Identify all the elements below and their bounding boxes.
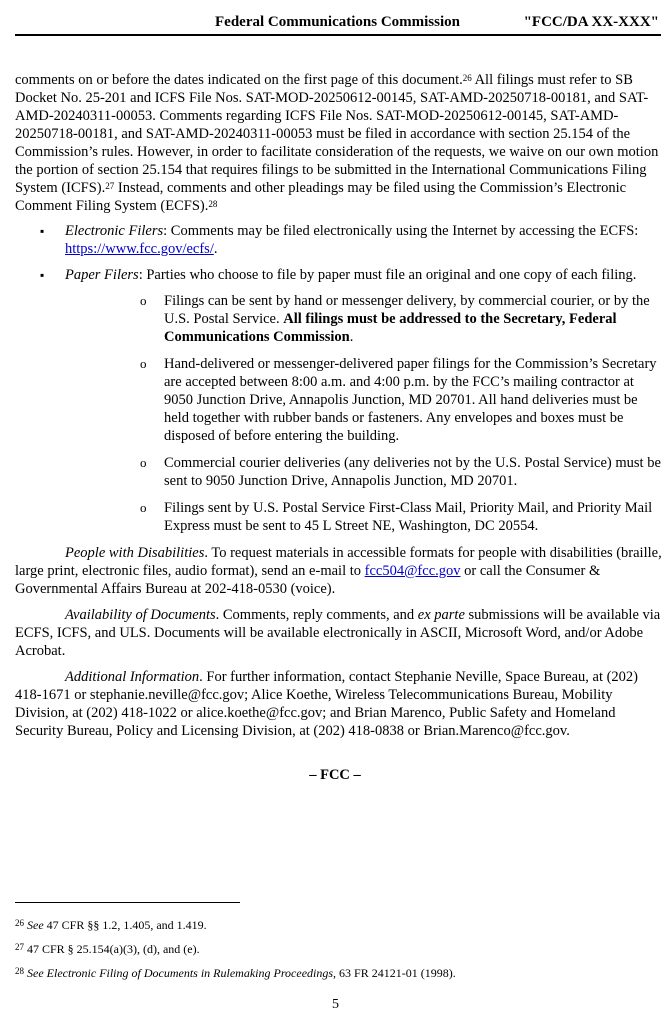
availability-paragraph: Availability of Documents. Comments, reply comments, and ex parte submissions will be available via ECFS, ICFS, and ULS. Documents will be available electronically in ASCII, Microsoft Word, and/or Adobe Acrobat. bbox=[15, 607, 661, 659]
footnote-27: $^{27}$ 47 CFR § 25.154(a)(3), (d), and (e). bbox=[15, 942, 200, 956]
ecfs-link[interactable]: https://www.fcc.gov/ecfs/ bbox=[65, 241, 214, 257]
list-item-paper-filers: ▪ Paper Filers: Parties who choose to file by paper must file an original and one copy of each filing. o Filings can be sent by hand or messenger delivery, by commercial courier, or by the U.S. Postal Service. All filings must be addressed to the Secretary, Federal Communications Commission. o Hand-delivered or messenger-delivered paper filings for the Commission’s Secretary are accepted between 8:00 a.m. and 4:00 p.m. by the FCC’s mailing contractor at 9050 Junction Drive, Annapolis Junction, MD 20701. All hand deliveries must be held together with rubber bands or fasteners. Any envelopes and boxes must be disposed of before entering the building. o Commercial courier deliveries (any deliveries not by the U.S. Postal Service) must be sent to 9050 Junction Drive, Annapolis Junction, MD 20701. o Filings sent by U.S. Postal Service First-Class Mail, Priority Mail, and Priority Mail Express must be sent to 45 L Street NE, Washington, DC 20554. bbox=[15, 266, 665, 535]
page-number: 5 bbox=[332, 997, 339, 1012]
filing-methods-list bbox=[15, 222, 665, 535]
circle-bullet-icon: o bbox=[140, 356, 147, 371]
circle-bullet-icon: o bbox=[140, 293, 147, 308]
footnote-ref-27[interactable]: 27 bbox=[105, 181, 115, 191]
footnote-ref-26[interactable]: 26 bbox=[462, 73, 472, 83]
closing-fcc: – FCC – bbox=[309, 767, 361, 783]
header-doc-number: "FCC/DA XX-XXX" bbox=[523, 14, 659, 30]
sublist-item-postal: o Filings sent by U.S. Postal Service First-Class Mail, Priority Mail, and Priority Mail Express must be sent to 45 L Street NE, Washington, DC 20554. bbox=[140, 500, 653, 534]
circle-bullet-icon: o bbox=[140, 500, 147, 515]
header-agency: Federal Communications Commission bbox=[215, 14, 460, 30]
fcc504-email-link[interactable]: fcc504@fcc.gov bbox=[364, 563, 461, 579]
page-header bbox=[15, 14, 661, 36]
circle-bullet-icon: o bbox=[140, 455, 147, 470]
bullet-icon: ▪ bbox=[40, 224, 45, 238]
sublist-item-hand-delivered: o Hand-delivered or messenger-delivered paper filings for the Commission’s Secretary are accepted between 8:00 a.m. and 4:00 p.m. by the FCC’s mailing contractor at 9050 Junction Drive, Annapolis Junction, MD 20701. All hand deliveries must be held together with rubber bands or fasteners. Any envelopes and boxes must be disposed of before entering the building. bbox=[140, 356, 657, 444]
document-body bbox=[15, 71, 665, 784]
footnote-separator bbox=[15, 902, 240, 903]
disabilities-paragraph: People with Disabilities. To request materials in accessible formats for people with disabilities (braille, large print, electronic files, audio format), send an e-mail to fcc504@fcc.gov or call the Consumer & Governmental Affairs Bureau at 202-418-0530 (voice). bbox=[15, 545, 662, 597]
sublist-item-delivery: o Filings can be sent by hand or messenger delivery, by commercial courier, or by the U.S. Postal Service. All filings must be addressed to the Secretary, Federal Communications Commission. bbox=[140, 293, 650, 345]
footnote-ref-28[interactable]: 28 bbox=[208, 199, 218, 209]
intro-paragraph: comments on or before the dates indicated on the first page of this document.$^{26}$ All filings must refer to SB Docket No. 25-201 and ICFS File Nos. SAT-MOD-20250612-00145, SAT-AMD-20250718-00181, and SAT-AMD-20240311-00053. Comments regarding ICFS File Nos. SAT-MOD-20250612-00145, SAT-AMD-20250718-00181, and SAT-AMD-20240311-00053 must be filed in accordance with section 25.154 of the Commission’s rules. However, in order to facilitate consideration of the requests, we waive on our own motion the portion of section 25.154 that requires filings to be submitted in the International Communications Filing System (ICFS).$^{27}$ Instead, comments and other pleadings may be filed using the Commission’s Electronic Comment Filing System (ECFS).$^{28}$ bbox=[15, 72, 659, 214]
additional-info-paragraph: Additional Information. For further information, contact Stephanie Neville, Space Bureau, at (202) 418-1671 or stephanie.neville@fcc.gov; Alice Koethe, Wireless Telecommunications Bureau, Mobility Division, at (202) 418-1022 or alice.koethe@fcc.gov; and Brian Marenco, Public Safety and Homeland Security Bureau, Policy and Licensing Division, at (202) 418-0838 or Brian.Marenco@fcc.gov. bbox=[15, 669, 639, 739]
bullet-icon: ▪ bbox=[40, 268, 45, 282]
footnote-28: $^{28}$ See Electronic Filing of Documents in Rulemaking Proceedings, 63 FR 24121-01 (1998). bbox=[15, 966, 456, 980]
sublist-item-courier: o Commercial courier deliveries (any deliveries not by the U.S. Postal Service) must be sent to 9050 Junction Drive, Annapolis Junction, MD 20701. bbox=[140, 455, 661, 489]
footnotes bbox=[15, 918, 655, 990]
paper-filing-sublist bbox=[65, 292, 665, 535]
list-item-electronic-filers: ▪ Electronic Filers: Comments may be filed electronically using the Internet by accessing the ECFS: https://www.fcc.gov/ecfs/. bbox=[40, 223, 639, 257]
footnote-26: $^{26}$ See 47 CFR §§ 1.2, 1.405, and 1.419. bbox=[15, 918, 207, 932]
